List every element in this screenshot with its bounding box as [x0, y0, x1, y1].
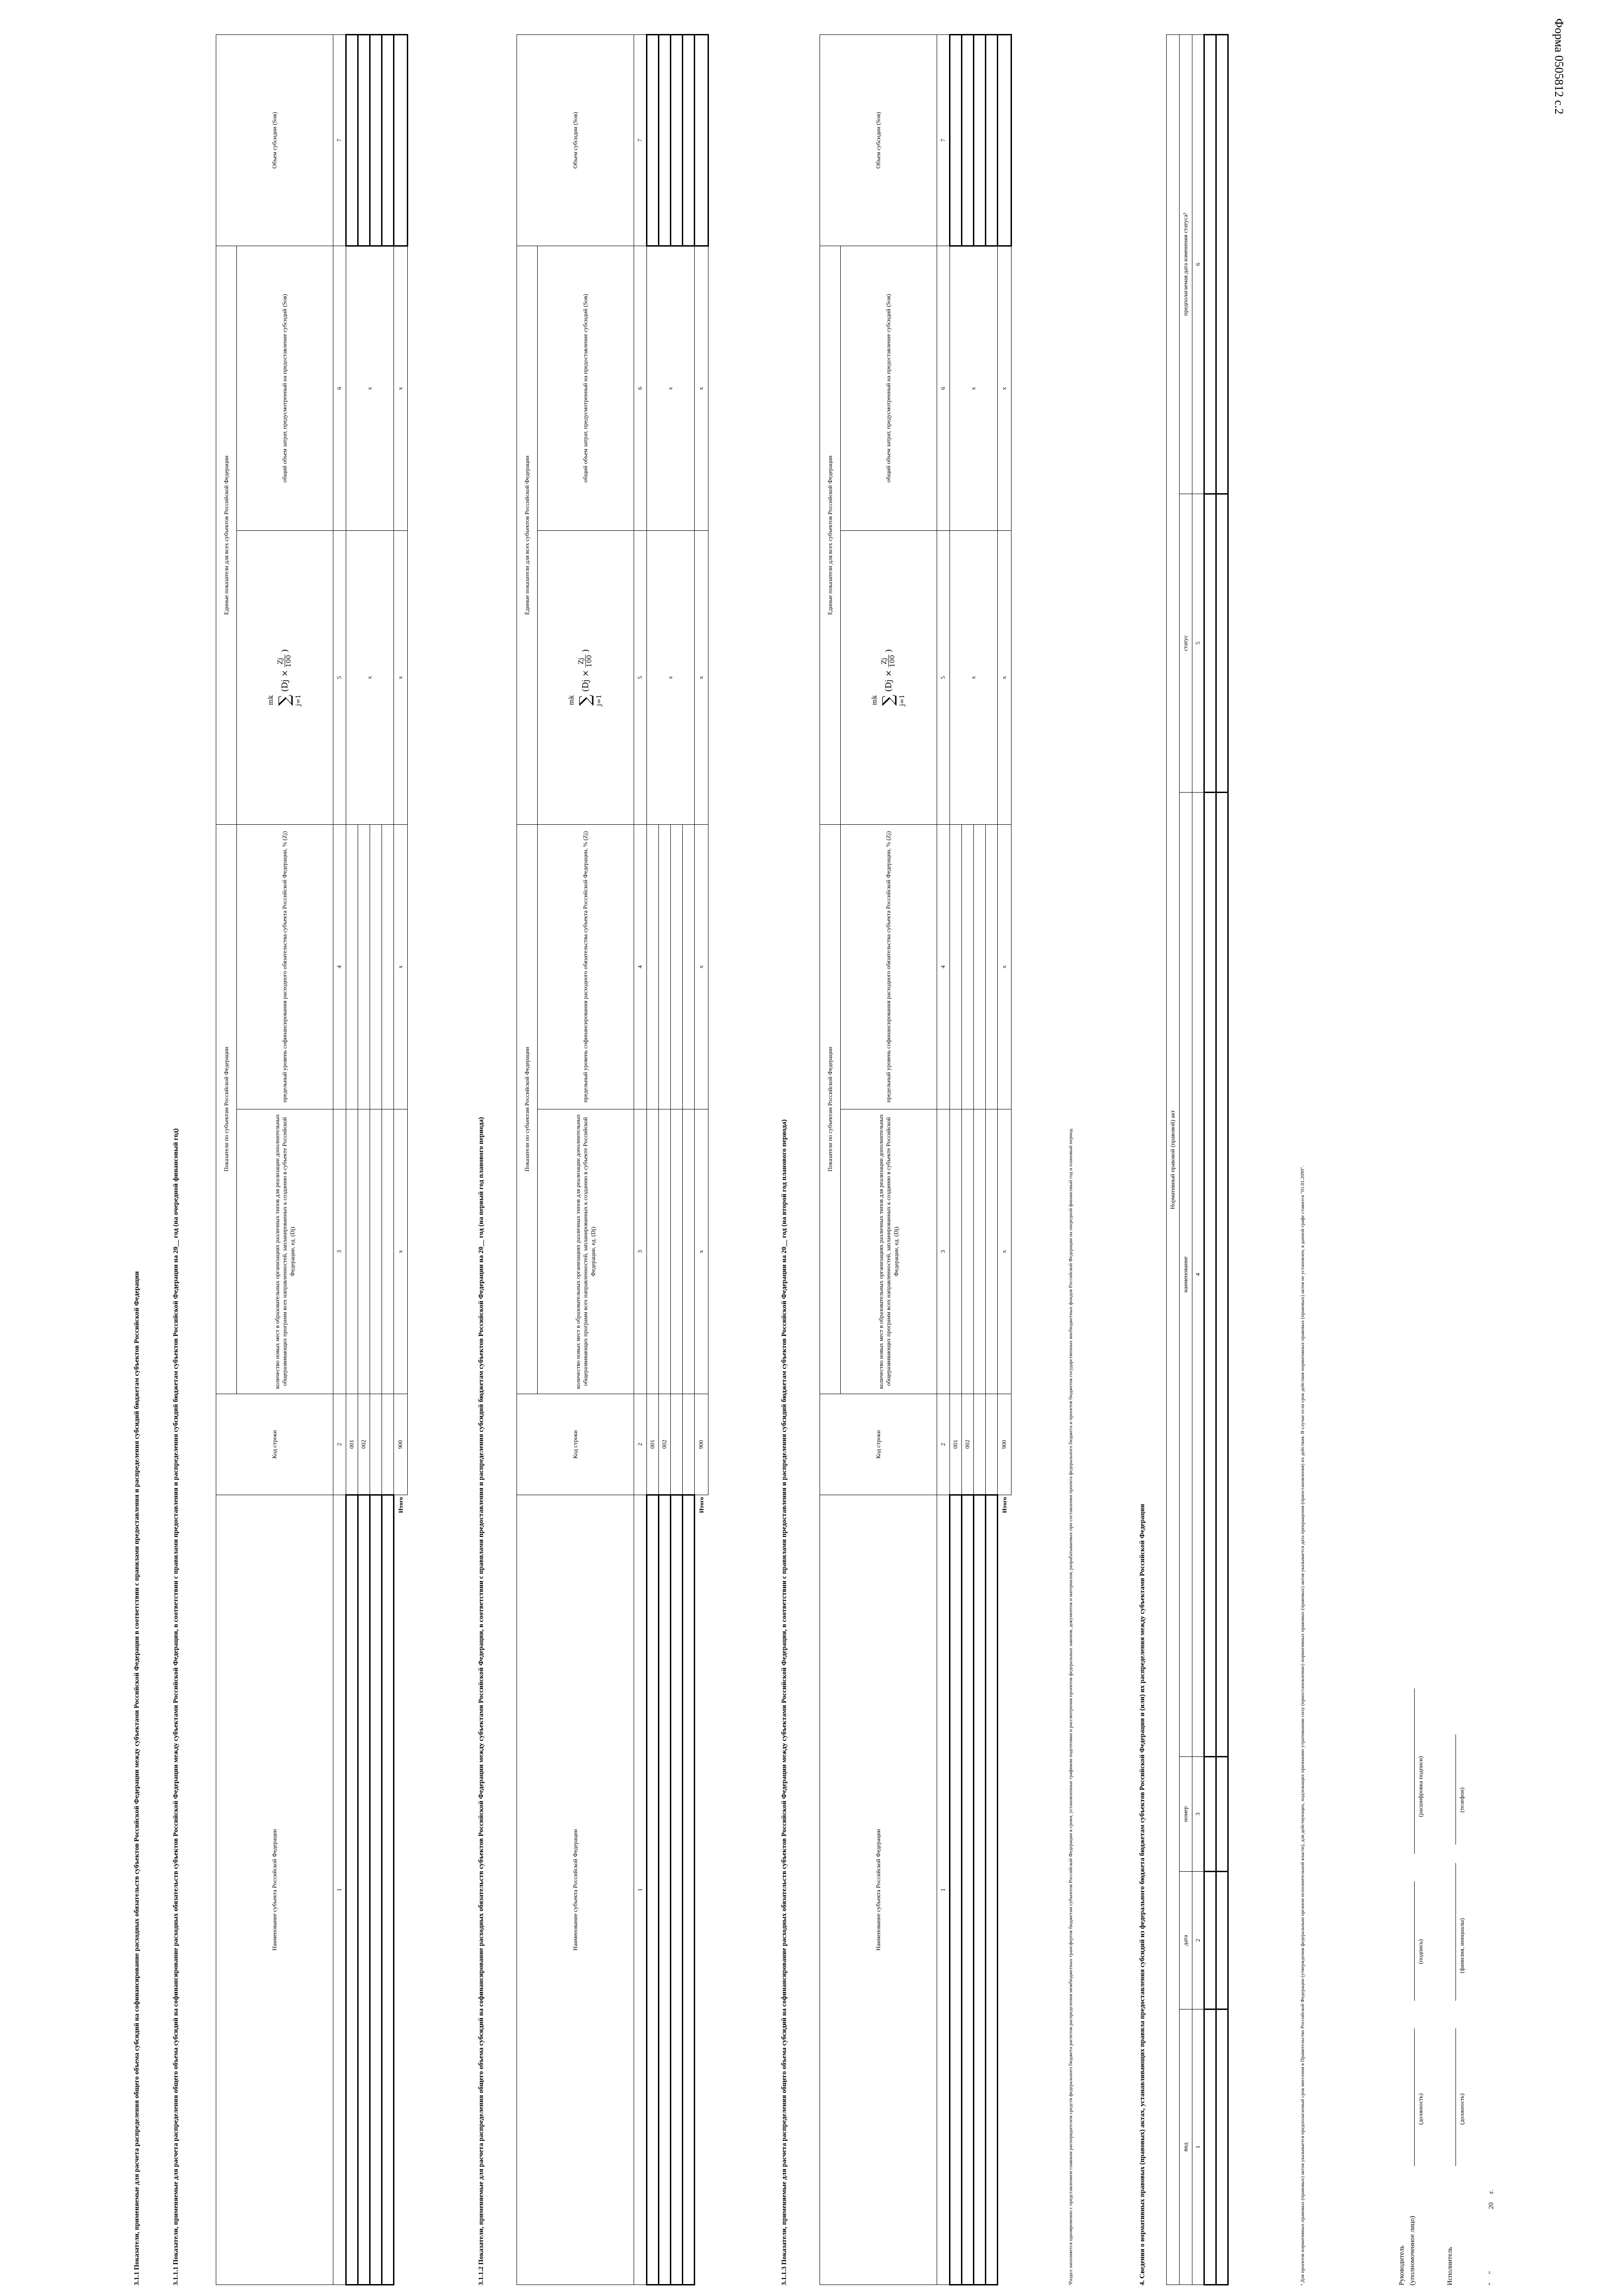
- s4-header-nomer: номер: [1180, 1757, 1192, 1872]
- table-cell[interactable]: [1204, 34, 1216, 494]
- col-number: 7: [634, 34, 647, 246]
- header-col6: общий объем затрат, предусмотренный на предоставление субсидий (Sов): [237, 246, 333, 530]
- x-mark: x: [998, 246, 1011, 530]
- table-cell[interactable]: [683, 1495, 695, 2285]
- col-number: 2: [634, 1394, 647, 1495]
- header-col4: предельный уровень софинансирования расходного обязательства субъекта Российской Федерации, % (Zj): [237, 824, 333, 1109]
- formula: mk ∑ j=1 (Dj × Zj 100 ): [568, 649, 603, 706]
- table-cell[interactable]: [974, 824, 986, 1109]
- col-number: 1: [1192, 2009, 1204, 2285]
- table-cell[interactable]: [1216, 793, 1228, 1757]
- total-label: Итого: [698, 1497, 705, 1513]
- table-cell[interactable]: [1204, 793, 1216, 1757]
- subsection-title-2: 3.1.1.2 Показатели, применяемые для расчета распределения общего объема субсидий на софинансирование расходных обязательств субъектов Российской Федерации между субъектами Российской Федерации, в соответствии с правилами предоставления и распределения субсидий бюджетам субъектов Российской Федерации на 20__ год (на первый год планового периода): [478, 1117, 485, 2285]
- phone-caption: (телефон): [1458, 1787, 1465, 1812]
- head-label: Руководитель: [1398, 2245, 1405, 2285]
- header-name: Наименование субъекта Российской Федерации: [216, 1495, 333, 2285]
- table-cell[interactable]: [986, 1495, 998, 2285]
- table-cell[interactable]: [346, 1495, 358, 2285]
- table-cell[interactable]: [382, 1109, 394, 1394]
- table-cell[interactable]: [346, 1109, 358, 1394]
- table-cell[interactable]: [358, 824, 370, 1109]
- table-cell[interactable]: [382, 1394, 394, 1495]
- head-sublabel: (уполномоченное лицо): [1409, 2216, 1416, 2285]
- row-code: 002: [962, 1394, 974, 1495]
- table-cell[interactable]: [986, 1109, 998, 1394]
- table-cell[interactable]: [659, 1109, 671, 1394]
- x-mark: x: [695, 246, 708, 530]
- table-cell[interactable]: [974, 1495, 986, 2285]
- table-3-1-1-3: [820, 34, 1012, 2285]
- table-cell[interactable]: [370, 1495, 382, 2285]
- col-number: 2: [333, 1394, 346, 1495]
- header-group-subject: Показатели по субъектам Российской Федерации: [517, 824, 538, 1394]
- header-group-subject: Показатели по субъектам Российской Федерации: [216, 824, 237, 1394]
- position2-caption: (должность): [1458, 2093, 1465, 2125]
- s4-header-vid: вид: [1180, 2009, 1192, 2285]
- x-mark: x: [695, 824, 708, 1109]
- header-col4: предельный уровень софинансирования расходного обязательства субъекта Российской Федерации, % (Zj): [841, 824, 937, 1109]
- table-cell[interactable]: [962, 1495, 974, 2285]
- header-name: Наименование субъекта Российской Федерации: [517, 1495, 634, 2285]
- table-cell[interactable]: [647, 1109, 659, 1394]
- col-number: 4: [333, 824, 346, 1109]
- row-code: 001: [647, 1394, 659, 1495]
- header-code: Код строки: [216, 1394, 333, 1495]
- header-col3: количество новых мест в образовательных организациях различных типов для реализации дополнительных общеразвивающих программ всех направленностей, запланированных к созданию в субъекте Российской Федерации, ед. (Dj): [538, 1109, 634, 1394]
- col-number: 6: [1192, 34, 1204, 494]
- col-number: 4: [937, 824, 950, 1109]
- col-number: 3: [333, 1109, 346, 1394]
- x-mark: x: [998, 530, 1011, 824]
- table-cell[interactable]: [986, 34, 998, 246]
- table-cell[interactable]: [962, 34, 974, 246]
- header-code: Код строки: [820, 1394, 937, 1495]
- table-cell[interactable]: [950, 34, 962, 246]
- header-formula: [538, 530, 634, 824]
- executor-label: Исполнитель: [1446, 2247, 1454, 2285]
- table-section-4: [1166, 34, 1229, 2285]
- table-cell[interactable]: [647, 1495, 659, 2285]
- col-number: 2: [1192, 1872, 1204, 2009]
- table-cell[interactable]: [671, 34, 683, 246]
- table-cell[interactable]: [986, 1394, 998, 1495]
- table-cell[interactable]: [358, 1109, 370, 1394]
- decoding-line[interactable]: [1414, 1688, 1415, 1854]
- table-cell[interactable]: [671, 1495, 683, 2285]
- x-mark: x: [950, 246, 998, 530]
- table-cell[interactable]: [1216, 34, 1228, 494]
- col-number: 5: [634, 530, 647, 824]
- table-cell[interactable]: [394, 34, 408, 246]
- x-mark: x: [950, 530, 998, 824]
- x-mark: x: [647, 246, 695, 530]
- col-number: 5: [937, 530, 950, 824]
- x-mark: x: [695, 1109, 708, 1394]
- total-code: 900: [695, 1394, 708, 1495]
- position-caption: (должность): [1417, 2093, 1424, 2125]
- header-col6: общий объем затрат, предусмотренный на предоставление субсидий (Sов): [841, 246, 937, 530]
- col-number: 6: [937, 246, 950, 530]
- x-mark: x: [394, 246, 408, 530]
- table-cell[interactable]: [986, 824, 998, 1109]
- table-cell[interactable]: [1204, 1872, 1216, 2009]
- section4-title: 4. Сведения о нормативных правовых (правовых) актах, устанавливающих правила предоставления субсидий из федерального бюджета бюджетам субъектов Российской Федерации и (или) их распределения между субъектами Российской Федерации: [1139, 1504, 1146, 2285]
- table-cell[interactable]: [683, 824, 695, 1109]
- col-number: 5: [333, 530, 346, 824]
- table-cell[interactable]: [695, 34, 708, 246]
- header-code: Код строки: [517, 1394, 634, 1495]
- table-cell[interactable]: [1216, 1872, 1228, 2009]
- table-cell[interactable]: [1216, 1757, 1228, 1872]
- table-cell[interactable]: [974, 1109, 986, 1394]
- total-label: Итого: [397, 1497, 405, 1513]
- total-code: 900: [394, 1394, 408, 1495]
- subsection-title-1: 3.1.1.1 Показатели, применяемые для расчета распределения общего объема субсидий на софинансирование расходных обязательств субъектов Российской Федерации между субъектами Российской Федерации, в соответствии с правилами предоставления и распределения субсидий бюджетам субъектов Российской Федерации на 20__ год (на очередной финансовый год): [172, 1128, 180, 2285]
- footnote-acts: ³ Для проектов нормативных правовых (правовых) актов указывается предполагаемый срок внесения в Правительство Российской Федерации (утверждения федеральным органом исполнительной власти), для действующих, подлежащих признанию утратившими силу (приостановлению) нормативных правовых (правовых) актов указывается дата прекращения (приостановления) их действия. В случае если срок действия нормативных правовых (правовых) актов не установлен, в данной графе ставится "01.01.2099".: [1300, 1165, 1305, 2285]
- header-col7: Объем субсидии (Sов): [820, 34, 937, 246]
- table-cell[interactable]: [671, 1394, 683, 1495]
- table-cell[interactable]: [370, 1109, 382, 1394]
- table-cell[interactable]: [1216, 494, 1228, 793]
- table-cell[interactable]: [1204, 494, 1216, 793]
- fio-caption: (фамилия, инициалы): [1458, 1918, 1465, 1973]
- table-cell[interactable]: [659, 1495, 671, 2285]
- table-cell[interactable]: [659, 34, 671, 246]
- col-number: 6: [333, 246, 346, 530]
- table-cell[interactable]: [382, 34, 394, 246]
- formula: mk ∑ j=1 (Dj × Zj 100 ): [267, 649, 302, 706]
- x-mark: x: [346, 246, 394, 530]
- col-number: 1: [634, 1495, 647, 2285]
- header-col3: количество новых мест в образовательных организациях различных типов для реализации дополнительных общеразвивающих программ всех направленностей, запланированных к созданию в субъекте Российской Федерации, ед. (Dj): [237, 1109, 333, 1394]
- table-cell[interactable]: [370, 1394, 382, 1495]
- table-cell[interactable]: [683, 34, 695, 246]
- x-mark: x: [394, 1109, 408, 1394]
- header-group-subject: Показатели по субъектам Российской Федерации: [820, 824, 841, 1394]
- header-group-all: Единые показатели для всех субъектов Российской Федерации: [517, 246, 538, 824]
- header-formula: [237, 530, 333, 824]
- total-code: 900: [998, 1394, 1011, 1495]
- table-cell[interactable]: [671, 1109, 683, 1394]
- table-cell[interactable]: [950, 1495, 962, 2285]
- total-label: Итого: [1001, 1497, 1008, 1513]
- header-name: Наименование субъекта Российской Федерации: [820, 1495, 937, 2285]
- table-cell[interactable]: [1216, 2009, 1228, 2285]
- table-cell[interactable]: [358, 34, 370, 246]
- section-title: 3.1.1 Показатели, применяемые для расчета распределения общего объема субсидий на софинансирование расходных обязательств субъектов Российской Федерации между субъектами Российской Федерации в соответствии с правилами предоставления и распределения субсидий бюджетам субъектов Российской Федерации: [133, 1271, 140, 2285]
- header-group-all: Единые показатели для всех субъектов Российской Федерации: [216, 246, 237, 824]
- col-number: 5: [1192, 494, 1204, 793]
- subsection-title-3: 3.1.1.3 Показатели, применяемые для расчета распределения общего объема субсидий на софинансирование расходных обязательств субъектов Российской Федерации между субъектами Российской Федерации, в соответствии с правилами предоставления и распределения субсидий бюджетам субъектов Российской Федерации на 20__ год (на второй год планового периода): [781, 1119, 788, 2285]
- col-number: 1: [937, 1495, 950, 2285]
- table-cell[interactable]: [382, 824, 394, 1109]
- signature-line[interactable]: [1414, 1881, 1415, 2001]
- table-cell[interactable]: [647, 34, 659, 246]
- signature-caption: (подпись): [1417, 1939, 1424, 1964]
- date-line[interactable]: " " 20 г.: [1488, 2190, 1495, 2285]
- s4-header-naim: наименование: [1180, 793, 1192, 1757]
- col-number: 7: [937, 34, 950, 246]
- table-cell[interactable]: [382, 1495, 394, 2285]
- decoding-caption: (расшифровка подписи): [1417, 1756, 1424, 1817]
- table-cell[interactable]: [998, 34, 1011, 246]
- form-label: Форма 0505812 с.2: [1552, 18, 1566, 115]
- position-line[interactable]: [1414, 2028, 1415, 2166]
- col-number: 3: [937, 1109, 950, 1394]
- table-cell[interactable]: [950, 1109, 962, 1394]
- table-3-1-1-2: [517, 34, 709, 2285]
- header-group-all: Единые показатели для всех субъектов Российской Федерации: [820, 246, 841, 824]
- table-cell[interactable]: [974, 1394, 986, 1495]
- row-code: 001: [950, 1394, 962, 1495]
- table-cell[interactable]: [683, 1109, 695, 1394]
- row-code: 002: [358, 1394, 370, 1495]
- fio-line[interactable]: [1455, 1863, 1456, 2001]
- col-number: 1: [333, 1495, 346, 2285]
- header-formula: [841, 530, 937, 824]
- table-cell[interactable]: [346, 824, 358, 1109]
- row-code: 001: [346, 1394, 358, 1495]
- x-mark: x: [394, 824, 408, 1109]
- table-cell[interactable]: [370, 824, 382, 1109]
- table-cell[interactable]: [962, 824, 974, 1109]
- table-cell[interactable]: [1204, 1757, 1216, 1872]
- table-cell[interactable]: [659, 824, 671, 1109]
- col-number: 3: [634, 1109, 647, 1394]
- header-col6: общий объем затрат, предусмотренный на предоставление субсидий (Sов): [538, 246, 634, 530]
- x-mark: x: [695, 530, 708, 824]
- x-mark: x: [998, 824, 1011, 1109]
- col-number: 2: [937, 1394, 950, 1495]
- table-cell[interactable]: [950, 824, 962, 1109]
- col-number: 6: [634, 246, 647, 530]
- x-mark: x: [998, 1109, 1011, 1394]
- header-col4: предельный уровень софинансирования расходного обязательства субъекта Российской Федерации, % (Zj): [538, 824, 634, 1109]
- footnote-section: ¹Раздел заполняется одновременно с представлением главным распорядителем средств федерального бюджета расчетов распределения межбюджетных трансфертов бюджетам субъектов Российской Федерации в сроки, установленные графиком подготовки и рассмотрения проектов федеральных законов, документов и материалов, разрабатываемых при составлении проекта федерального бюджета и проектов бюджетов государственных внебюджетных фондов Российской Федерации на очередной финансовый год и плановый период.: [1068, 1128, 1073, 2285]
- header-col7: Объем субсидии (Sов): [216, 34, 333, 246]
- table-cell[interactable]: [671, 824, 683, 1109]
- phone-line[interactable]: [1455, 1734, 1456, 1845]
- s4-header-group: Нормативный правовой (правовой) акт: [1167, 34, 1180, 2285]
- table-cell[interactable]: [647, 824, 659, 1109]
- table-cell[interactable]: [370, 34, 382, 246]
- header-col7: Объем субсидии (Sов): [517, 34, 634, 246]
- table-cell[interactable]: [1204, 2009, 1216, 2285]
- table-cell[interactable]: [346, 34, 358, 246]
- row-code: 002: [659, 1394, 671, 1495]
- s4-header-data: дата: [1180, 1872, 1192, 2009]
- x-mark: x: [394, 530, 408, 824]
- col-number: 4: [634, 824, 647, 1109]
- col-number: 4: [1192, 793, 1204, 1757]
- col-number: 3: [1192, 1757, 1204, 1872]
- header-col3: количество новых мест в образовательных организациях различных типов для реализации дополнительных общеразвивающих программ всех направленностей, запланированных к созданию в субъекте Российской Федерации, ед. (Dj): [841, 1109, 937, 1394]
- table-cell[interactable]: [962, 1109, 974, 1394]
- table-cell[interactable]: [974, 34, 986, 246]
- table-cell[interactable]: [683, 1394, 695, 1495]
- x-mark: x: [647, 530, 695, 824]
- s4-header-status: статус: [1180, 494, 1192, 793]
- position2-line[interactable]: [1455, 2028, 1456, 2166]
- x-mark: x: [346, 530, 394, 824]
- formula: mk ∑ j=1 (Dj × Zj 100 ): [871, 649, 906, 706]
- table-cell[interactable]: [358, 1495, 370, 2285]
- s4-header-date-change: предполагаемая дата изменения статуса³: [1180, 34, 1192, 494]
- col-number: 7: [333, 34, 346, 246]
- table-3-1-1-1: [216, 34, 408, 2285]
